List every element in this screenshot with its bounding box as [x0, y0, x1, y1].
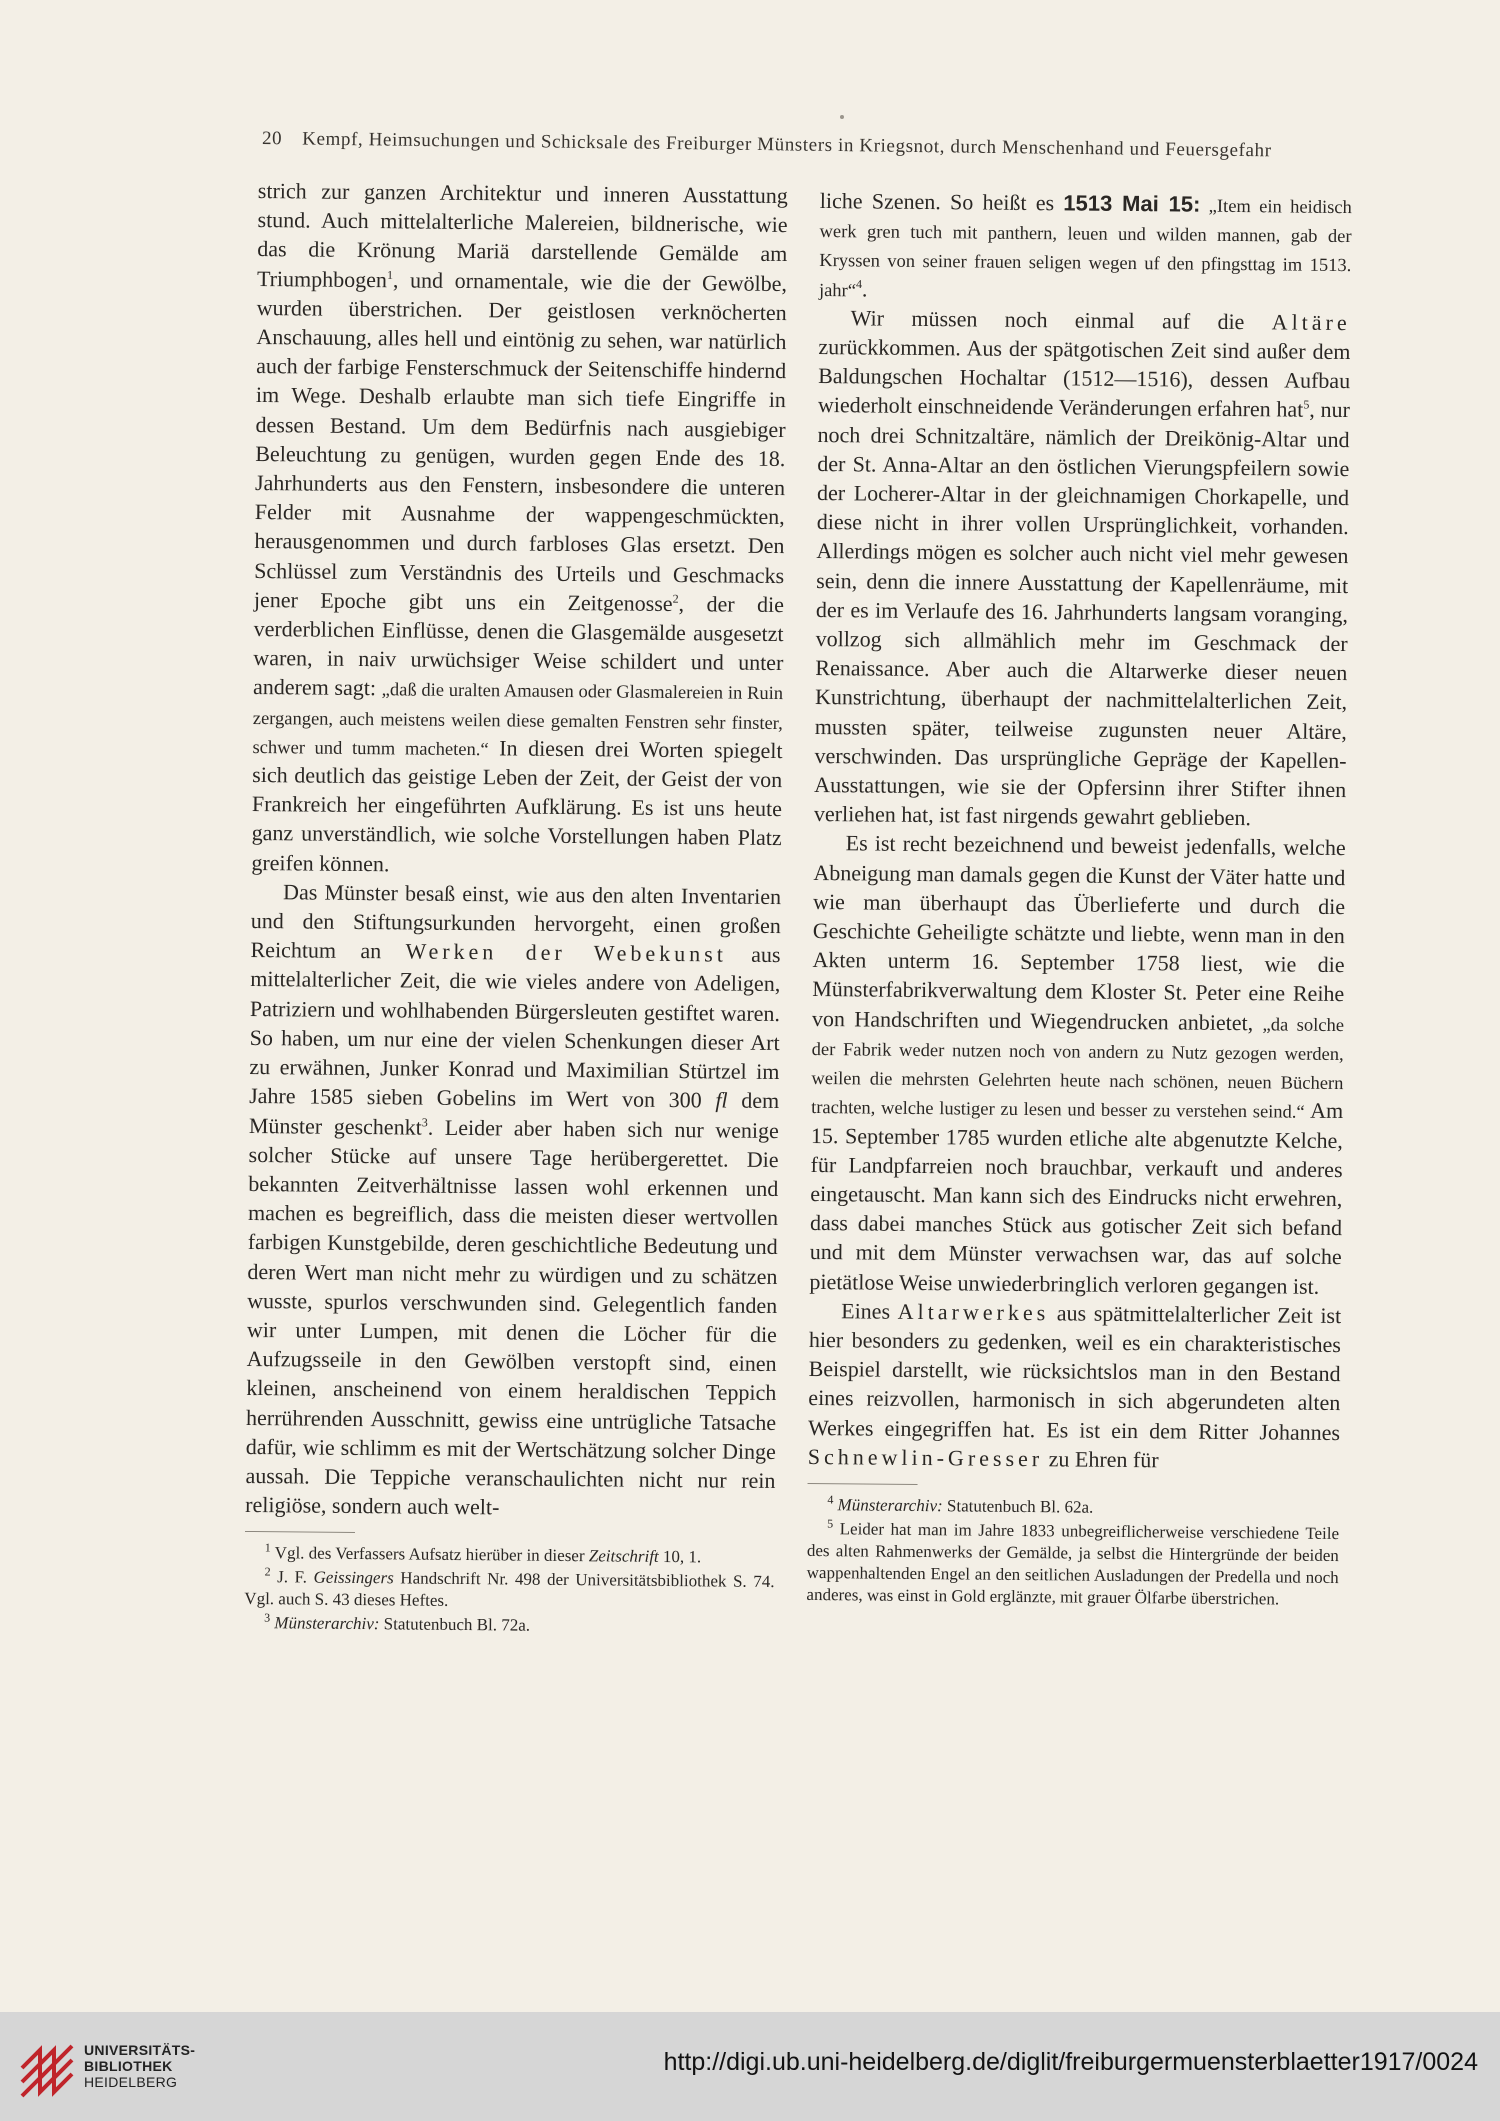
quote-small: „da solche der Fabrik weder nutzen noch von andern zu Nutz gezogen werden, weilen die mehrsten Gelehrten heute nach schönen, neuen Büchern trachten, welche lustiger zu lesen und besser zu verstehen seind.“ [811, 1014, 1345, 1123]
spaced-emphasis: Altäre [1271, 309, 1351, 335]
footnote-ref: 3 [421, 1114, 428, 1129]
text-run: liche Szenen. So heißt es [819, 187, 1064, 216]
italic-run: Münsterarchiv: [274, 1613, 380, 1634]
text-run: aus mittelalterlicher Zeit, die wie vieles andere von Adeligen, Patriziern und wohlhabenden Bürgersleuten gestiftet waren. So haben, um nur eine der vielen Schenkungen dieser Art zu erwähnen, Junker Konrad und Maximilian Stürtzel im Jahre 1585 sieben Gobelins im Wert von 300 [249, 941, 781, 1113]
text-run: Handschrift Nr. 498 der Universitätsbibliothek S. 74. Vgl. auch S. 43 dieses Heftes. [244, 1568, 775, 1611]
text-run: Wir müssen noch einmal auf die [850, 305, 1272, 335]
italic-run: Zeitschrift [588, 1546, 659, 1567]
footnote [244, 1566, 774, 1615]
text-run: , nur noch drei Schnitzaltäre, nämlich der Dreikönig-Altar und der St. Anna-Altar an den östlichen Vierungspfeilern sowie der Locherer-Altar in der gleichnamigen Chorkapelle, und diese nicht in ihrer vollen Ursprünglichkeit, vorhanden. Allerdings mögen es solcher auch nicht viel mehr gewesen sein, denn die innere Ausstattung der Kapellenräume, mit der es im Verlaufe des 16. Jahrhunderts langsam voranging, vollzog sich allmählich mehr im Geschmack der Renaissance. Aber auch die Altarwerke dieser neuen Kunstrichtung, überhaupt der nachmittelalterlichen Zeit, mussten später, teilweise zugunsten neuer Altäre, verschwinden. Das ursprüngliche Gepräge der Kapellen-Ausstattungen, wie sie der Opfersinn ihrer Stifter ihnen verliehen hat, ist fast nirgends gewahrt geblieben. [813, 397, 1350, 831]
text-run: Leider hat man im Jahre 1833 unbegreiflicherweise verschiedene Teile des alten Rahmenwerks der Gemälde, ja selbst die Hintergründe der beiden wappenhaltenden Engel an den seitlichen Ausladungen der Predella und noch anderes, was einst in Gold erglänzte, mit grauer Ölfarbe überstrichen. [806, 1519, 1340, 1609]
footnote-rule [808, 1483, 918, 1485]
text-run: aus spätmittelalterlicher Zeit ist hier besonders zu gedenken, weil es ein charakteristisches Beispiel darstellt, wie rücksichtslos man in den Bestand eines reizvollen, harmonisch in sich abgerundeten alten Werkes eingegriffen hat. Es ist ein dem Ritter Johannes [807, 1299, 1342, 1445]
right-footnotes [806, 1494, 1339, 1611]
text-run: J. F. [277, 1567, 314, 1587]
currency-italic: fl [715, 1087, 728, 1113]
text-run: . [861, 276, 868, 302]
footnote-ref: 2 [672, 591, 679, 606]
italic-run: Münsterarchiv: [837, 1495, 943, 1516]
left-paragraph-2 [245, 877, 781, 1525]
text-run: , und ornamentale, wie die der Gewölbe, wurden überstrichen. Der geistlosen verknöcherten Anschauung, alles hell und eintönig zu sehen, war natürlich auch der farbige Fensterschmuck der Seitenschiffe hindernd im Wege. Deshalb erlaubte man sich tiefe Eingriffe in dessen Bestand. Um dem Bedürfnis nach ausgiebiger Beleuchtung zu genügen, wurden gegen Ende des 18. Jahrhunderts aus den Fenstern, insbesondere die unteren Felder mit Ausnahme der wappengeschmückten, herausgenommen und durch farbloses Glas ersetzt. Den Schlüssel zum Verständnis des Urteils und Geschmacks jener Epoche gibt uns ein Zeitgenosse [253, 266, 788, 616]
text-run: Statutenbuch Bl. 72a. [379, 1614, 531, 1636]
library-name [84, 2042, 195, 2090]
footnote-num: 4 [827, 1492, 834, 1507]
footnote-rule [245, 1531, 355, 1533]
viewer-footer [0, 2012, 1500, 2121]
quote-small: „Item ein heidisch werk gren tuch mit panthern, leuen und wilden mannen, gab der Kryssen von seiner frauen seligen wegen uf den pfingsttag im 1513. jahr“ [818, 196, 1352, 301]
footnote-num: 1 [264, 1540, 271, 1555]
running-title: Kempf, Heimsuchungen und Schicksale des Freiburger Münsters in Kriegsnot, durch Menschenhand und Feuersgefahr [302, 128, 1272, 162]
left-footnotes [244, 1542, 775, 1639]
footnote-ref: 1 [386, 267, 394, 282]
text-run: In diesen drei Worten spiegelt sich deutlich das geistige Leben der Zeit, der Geist der von Frankreich her eingeführten Aufklärung. Es ist uns heute ganz unverständlich, wie solche Vorstellungen haben Platz greifen können. [251, 735, 783, 876]
left-paragraph-1 [251, 176, 788, 882]
date-bold: 1513 Mai 15: [1063, 190, 1201, 217]
text-run: zu Ehren für [1043, 1445, 1159, 1473]
spaced-emphasis: Werken der Webekunst [405, 938, 728, 967]
right-paragraph-1 [819, 186, 1352, 308]
footnote [806, 1518, 1339, 1611]
spaced-emphasis: Schnewlin-Gresser [807, 1443, 1044, 1471]
footnote-ref: 5 [1303, 397, 1310, 412]
text-run: . Leider aber haben sich nur wenige solcher Stücke auf unsere Tage herübergerettet. Die bekannten Zeitverhältnisse lassen wohl erkennen und machen es begreiflich, dass die meisten dieser wertvollen farbigen Kunstgebilde, deren geschichtliche Bedeutung und deren Wert man nicht mehr zu würdigen und zu schätzen wusste, spurlos verschwunden sind. Gelegentlich fanden wir unter Lumpen, mit denen die Löcher für die Aufzugsseile in den Gewölben verstopft sind, einen kleinen, anscheinend von einem heraldischen Teppich herrührenden Ausschnitt, gewiss eine untrügliche Tatsache dafür, wie schlimm es mit der Wertschätzung solcher Dinge aussah. Die Teppiche veranschaulichten nicht nur rein religiöse, sondern auch welt- [245, 1114, 779, 1520]
library-name-line: UNIVERSITÄTS- [84, 2042, 196, 2058]
italic-run: Geissingers [313, 1567, 394, 1588]
text-run: 10, 1. [658, 1547, 702, 1567]
running-head [262, 128, 1322, 163]
right-paragraph-2 [814, 303, 1351, 834]
footnote-num: 3 [264, 1610, 271, 1625]
left-column [244, 176, 788, 1641]
text-run: Es ist recht bezeichnend und beweist jedenfalls, welche Abneigung man damals gegen die Kunst der Väter hatte und wie man überhaupt das Überlieferte und durch die Geschichte Geheiligte schätzte und liebte, wenn man in den Akten unterm 16. September 1758 liest, wie die Münsterfabrikverwaltung dem Kloster St. Peter eine Reihe von Handschriften und Wiegendrucken anbietet, [811, 830, 1346, 1035]
text-run: Vgl. des Verfassers Aufsatz hierüber in dieser [274, 1543, 589, 1566]
quote-small: „daß die uralten Amausen oder Glasmalereien in Ruin zergangen, auch meistens weilen diese gemalten Fenstren sehr finster, schwer und tumm macheten.“ [252, 680, 784, 761]
text-run: zurückkommen. Aus der spätgotischen Zeit sind außer dem Baldungschen Hochaltar (1512—1516), dessen Aufbau wiederholt einschneidende Veränderungen erfahren hat [817, 334, 1351, 423]
footnote-ref: 4 [855, 276, 863, 291]
ink-dot [840, 115, 844, 119]
footnote [807, 1494, 1339, 1521]
right-column [806, 186, 1352, 1613]
spaced-emphasis: Altarwerkes [897, 1298, 1050, 1325]
text-run: dem Münster geschenkt [248, 1087, 780, 1140]
right-paragraph-4 [808, 1296, 1342, 1476]
text-run: Am 15. September 1785 wurden etliche alte abgenutzte Kelche, für Landpfarreien noch brauchbar, verkauft und anderes eingetauscht. Man kann sich des Eindrucks nicht erwehren, dass dabei manches Stück aus gotischer Zeit sich befand und mit dem Münster verwachsen war, das auf solche pietätlose Weise unwiederbringlich verloren gegangen ist. [809, 1097, 1344, 1299]
footnote [244, 1612, 774, 1639]
text-run: strich zur ganzen Architektur und inneren Ausstattung stund. Auch mittelalterliche Malereien, bildnerische, wie das die Krönung Mariä darstellende Gemälde am Triumphbogen [256, 177, 788, 292]
library-name-line: HEIDELBERG [84, 2074, 178, 2090]
footnote [245, 1542, 775, 1569]
text-run: , der die verderblichen Einflüsse, denen die Glasgemälde ausgesetzt waren, in naiv urwüchsiger Weise schildert und unter anderem sagt: [252, 590, 785, 701]
library-name-line: BIBLIOTHEK [84, 2058, 173, 2074]
footnote-num: 2 [264, 1564, 271, 1579]
page-number: 20 [261, 128, 283, 150]
text-run: Eines [841, 1297, 898, 1324]
right-paragraph-3 [809, 828, 1345, 1300]
text-run: Statutenbuch Bl. 62a. [942, 1496, 1094, 1517]
library-logo-icon [18, 2038, 76, 2100]
text-run: Das Münster besaß einst, wie aus den alten Inventarien und den Stiftungsurkunden hervorgeht, einen großen Reichtum an [250, 879, 782, 964]
footnote-num: 5 [827, 1516, 834, 1531]
source-url-link[interactable]: http://digi.ub.uni-heidelberg.de/diglit/freiburgermuensterblaetter1917/0024 [663, 2048, 1478, 2076]
